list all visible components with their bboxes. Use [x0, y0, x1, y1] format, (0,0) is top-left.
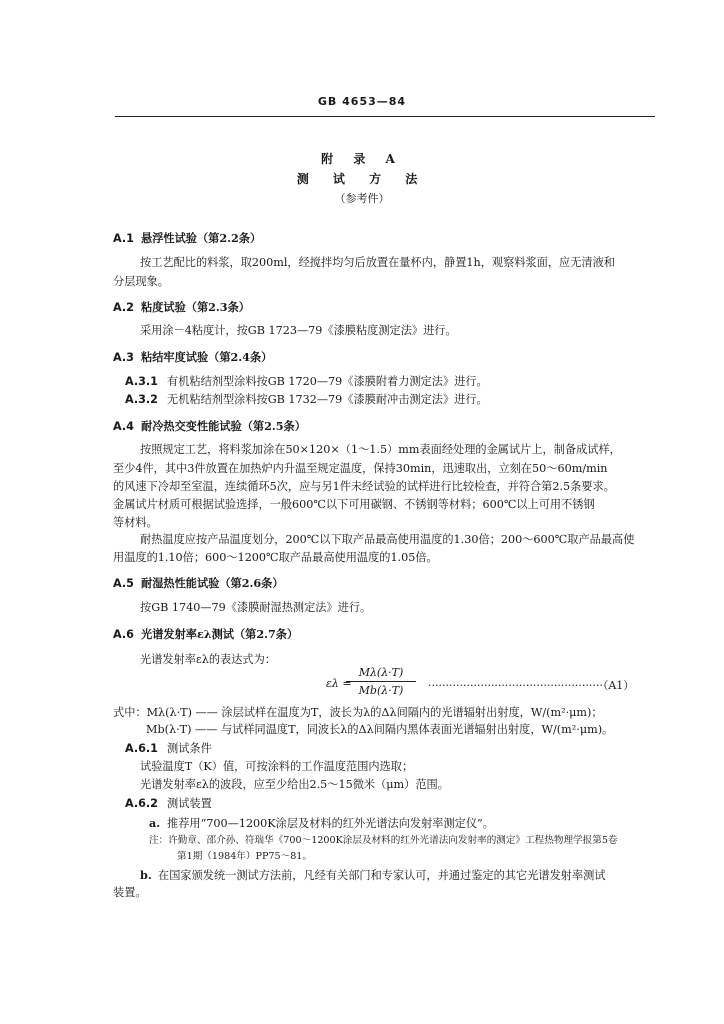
- equation-fraction: [346, 666, 416, 697]
- subsection-number: A.3.2: [125, 393, 158, 406]
- header-rule: [115, 116, 655, 117]
- a5-paragraph-line: 按GB 1740—79《漆膜耐湿热测定法》进行。: [140, 601, 372, 614]
- item-label: a.: [149, 816, 161, 830]
- a4-paragraph-line: 至少4件，其中3件放置在加热炉内升温至规定温度，保持30min，迅速取出，立刻在50～60m/min: [113, 462, 608, 475]
- a6-1-heading: [125, 742, 212, 756]
- section-number: A.1: [113, 232, 134, 245]
- a6-intro-line: 光谱发射率ελ的表达式为：: [140, 653, 276, 666]
- appendix-note: （参考件）: [334, 192, 390, 205]
- standard-header: GB 4653—84: [317, 95, 407, 108]
- a6-2-item-a: [149, 816, 494, 831]
- a6-2-heading: [125, 797, 212, 811]
- section-number: A.6: [113, 628, 134, 641]
- a4-paragraph-line: 金属试片材质可根据试验选择，一般600℃以下可用碳钢、不锈钢等材料；600℃以上可用不锈钢: [113, 498, 595, 511]
- subsection-number: A.6.1: [125, 742, 158, 755]
- a3-2-line: [125, 393, 488, 407]
- item-label: b.: [140, 868, 152, 882]
- section-title: 耐湿热性能试验（第2.6条）: [141, 576, 284, 590]
- section-title: 粘度试验（第2.3条）: [141, 300, 250, 314]
- equation-denominator: Mb(λ·T): [358, 684, 404, 697]
- subsection-number: A.3.1: [125, 375, 158, 388]
- subsection-text: 无机粘结剂型涂料按GB 1732—79《漆膜耐冲击测定法》进行。: [167, 393, 488, 406]
- reference-note: 注：许勤章、邵介孙、符瑞华《700～1200K涂层及材料的红外光谱法向发射率的测定》工程热物理学报第5卷: [149, 835, 618, 846]
- subsection-title: 测试条件: [167, 742, 212, 755]
- subsection-title: 测试装置: [167, 797, 212, 810]
- section-a3-heading: [113, 350, 272, 365]
- section-a1-heading: [113, 231, 261, 246]
- where-line: 式中：Mλ(λ·T) —— 涂层试样在温度为T，波长为λ的Δλ间隔内的光谱辐射出射度，W/(m²·μm)；: [113, 706, 603, 719]
- appendix-subtitle: 测 试 方 法: [296, 172, 428, 186]
- item-text: 推荐用“700—1200K涂层及材料的红外光谱法向发射率测定仪”。: [167, 817, 494, 830]
- a4-paragraph-line: 等材料。: [113, 516, 158, 529]
- a3-1-line: [125, 375, 488, 389]
- appendix-title: 附 录 A: [321, 152, 403, 166]
- reference-note: 第1期（1984年）PP75～81。: [177, 851, 313, 862]
- subsection-text: 有机粘结剂型涂料按GB 1720—79《漆膜附着力测定法》进行。: [167, 375, 488, 388]
- a1-paragraph-line: 按工艺配比的料浆，取200ml，经搅拌均匀后放置在量杯内，静置1h，观察料浆面，应无清液和: [140, 256, 615, 269]
- section-title: 悬浮性试验（第2.2条）: [141, 231, 262, 245]
- section-a4-heading: [113, 419, 306, 434]
- a4-paragraph-line: 用温度的1.10倍；600～1200℃取产品最高使用温度的1.05倍。: [113, 551, 438, 564]
- section-a2-heading: [113, 300, 250, 315]
- a6-2-item-b: [140, 868, 606, 883]
- subsection-number: A.6.2: [125, 797, 158, 810]
- a6-1-line: 试验温度T（K）值，可按涂料的工作温度范围内选取；: [140, 760, 414, 773]
- a2-paragraph-line: 采用涂－4粘度计，按GB 1723—79《漆膜粘度测定法》进行。: [140, 324, 457, 337]
- section-title: 耐冷热交变性能试验（第2.5条）: [141, 419, 306, 433]
- section-number: A.3: [113, 351, 134, 364]
- section-a5-heading: [113, 576, 284, 591]
- a6-1-line: 光谱发射率ελ的波段，应至少给出2.5～15微米（μm）范围。: [140, 778, 449, 791]
- section-title: 粘结牢度试验（第2.4条）: [141, 350, 273, 364]
- a4-paragraph-line: 按照规定工艺，将料浆加涂在50×120×（1～1.5）mm表面经处理的金属试片上，制备成试样，: [140, 443, 621, 456]
- section-number: A.2: [113, 301, 134, 314]
- equation-numerator: Mλ(λ·T): [346, 666, 416, 682]
- a1-paragraph-line: 分层现象。: [113, 275, 169, 288]
- section-number: A.4: [113, 420, 134, 433]
- item-text: 在国家颁发统一测试方法前，凡经有关部门和专家认可，并通过鉴定的其它光谱发射率测试: [158, 869, 606, 882]
- where-line: Mb(λ·T) —— 与试样同温度T，同波长λ的Δλ间隔内黑体表面光谱辐射出射度，W/(m²·μm)。: [146, 723, 614, 736]
- section-a6-heading: [113, 627, 298, 642]
- a4-paragraph-line: 耐热温度应按产品温度划分，200℃以下取产品最高使用温度的1.30倍；200～600℃取产品最高使: [140, 533, 635, 546]
- equation-lhs: ελ =: [326, 677, 352, 690]
- a6-2-item-b-cont: 装置。: [113, 886, 147, 899]
- section-number: A.5: [113, 577, 134, 590]
- a4-paragraph-line: 的风速下冷却至室温，连续循环5次，应与另1件未经试验的试样进行比较检查，并符合第2.5条要求。: [113, 480, 615, 493]
- equation-number: ··················································（A1）: [428, 679, 635, 692]
- section-title: 光谱发射率ελ测试（第2.7条）: [141, 627, 299, 641]
